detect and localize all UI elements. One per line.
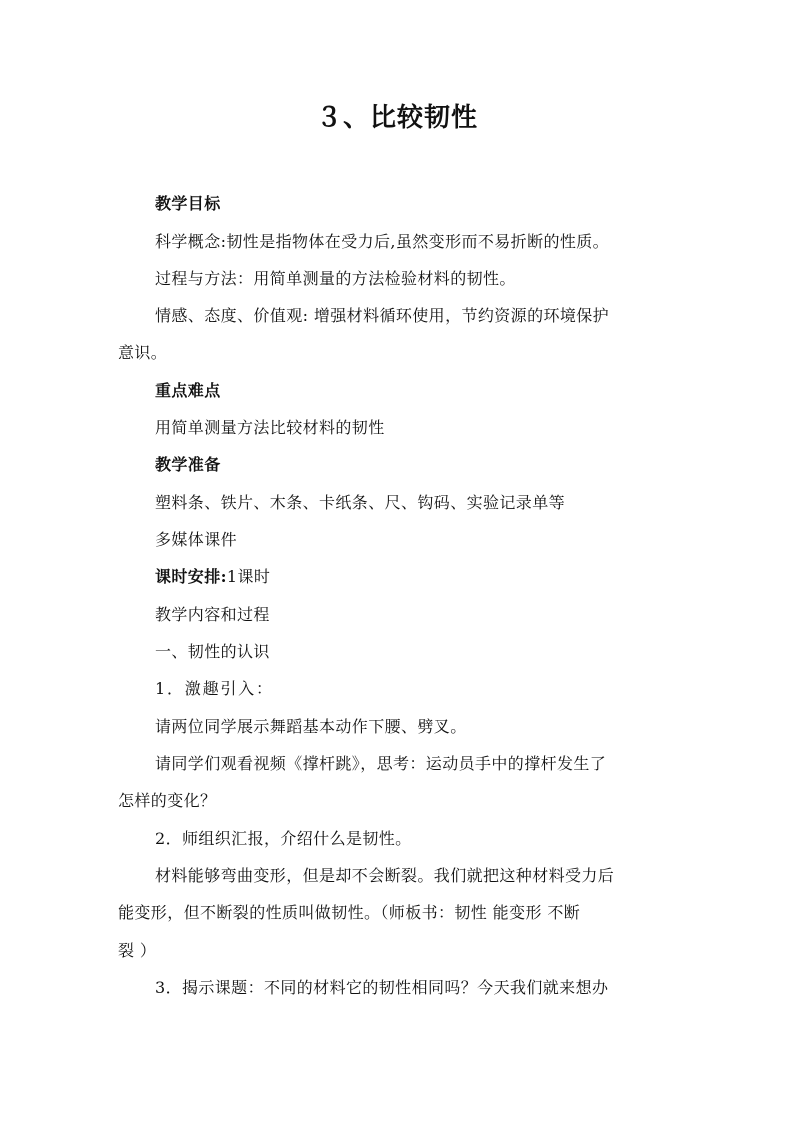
step-1-intro: 1．激趣引入： bbox=[155, 679, 274, 698]
paragraph-key-points: 用简单测量方法比较材料的韧性 bbox=[155, 418, 385, 437]
heading-preparation: 教学准备 bbox=[155, 455, 221, 474]
page-title: ３、比较韧性 bbox=[315, 103, 478, 133]
heading-teaching-goals: 教学目标 bbox=[155, 194, 221, 213]
paragraph-definition-end: 裂 ） bbox=[118, 941, 157, 960]
paragraph-class-hours bbox=[155, 566, 684, 588]
step-2-report: 2．师组织汇报，介绍什么是韧性。 bbox=[155, 829, 412, 848]
paragraph-pole-vault: 请同学们观看视频《撑杆跳》，思考：运动员手中的撑杆发生了 bbox=[155, 754, 607, 773]
paragraph-science-concept: 科学概念:韧性是指物体在受力后,虽然变形而不易折断的性质。 bbox=[155, 232, 610, 251]
step-3-topic: 3．揭示课题：不同的材料它的韧性相同吗？今天我们就来想办 bbox=[155, 978, 609, 997]
section-toughness-intro: 一、韧性的认识 bbox=[155, 642, 270, 661]
paragraph-materials: 塑料条、铁片、木条、卡纸条、尺、钩码、实验记录单等 bbox=[155, 493, 566, 512]
paragraph-process-method: 过程与方法：用简单测量的方法检验材料的韧性。 bbox=[155, 269, 516, 288]
paragraph-attitude-values-cont: 意识。 bbox=[118, 343, 168, 362]
paragraph-multimedia: 多媒体课件 bbox=[155, 530, 238, 549]
heading-content-process: 教学内容和过程 bbox=[155, 605, 270, 624]
paragraph-pole-vault-cont: 怎样的变化？ bbox=[118, 791, 217, 810]
class-hours-label: 课时安排: bbox=[155, 567, 227, 586]
paragraph-dance-demo: 请两位同学展示舞蹈基本动作下腰、劈叉。 bbox=[155, 717, 467, 736]
paragraph-attitude-values: 情感、态度、价值观: 增强材料循环使用，节约资源的环境保护 bbox=[155, 306, 610, 325]
paragraph-definition: 材料能够弯曲变形，但是却不会断裂。我们就把这种材料受力后 bbox=[155, 866, 615, 885]
class-hours-value: 1课时 bbox=[226, 567, 271, 586]
heading-key-points: 重点难点 bbox=[155, 381, 221, 400]
paragraph-definition-cont: 能变形，但不断裂的性质叫做韧性。（师板书：韧性 能变形 不断 bbox=[118, 903, 581, 922]
